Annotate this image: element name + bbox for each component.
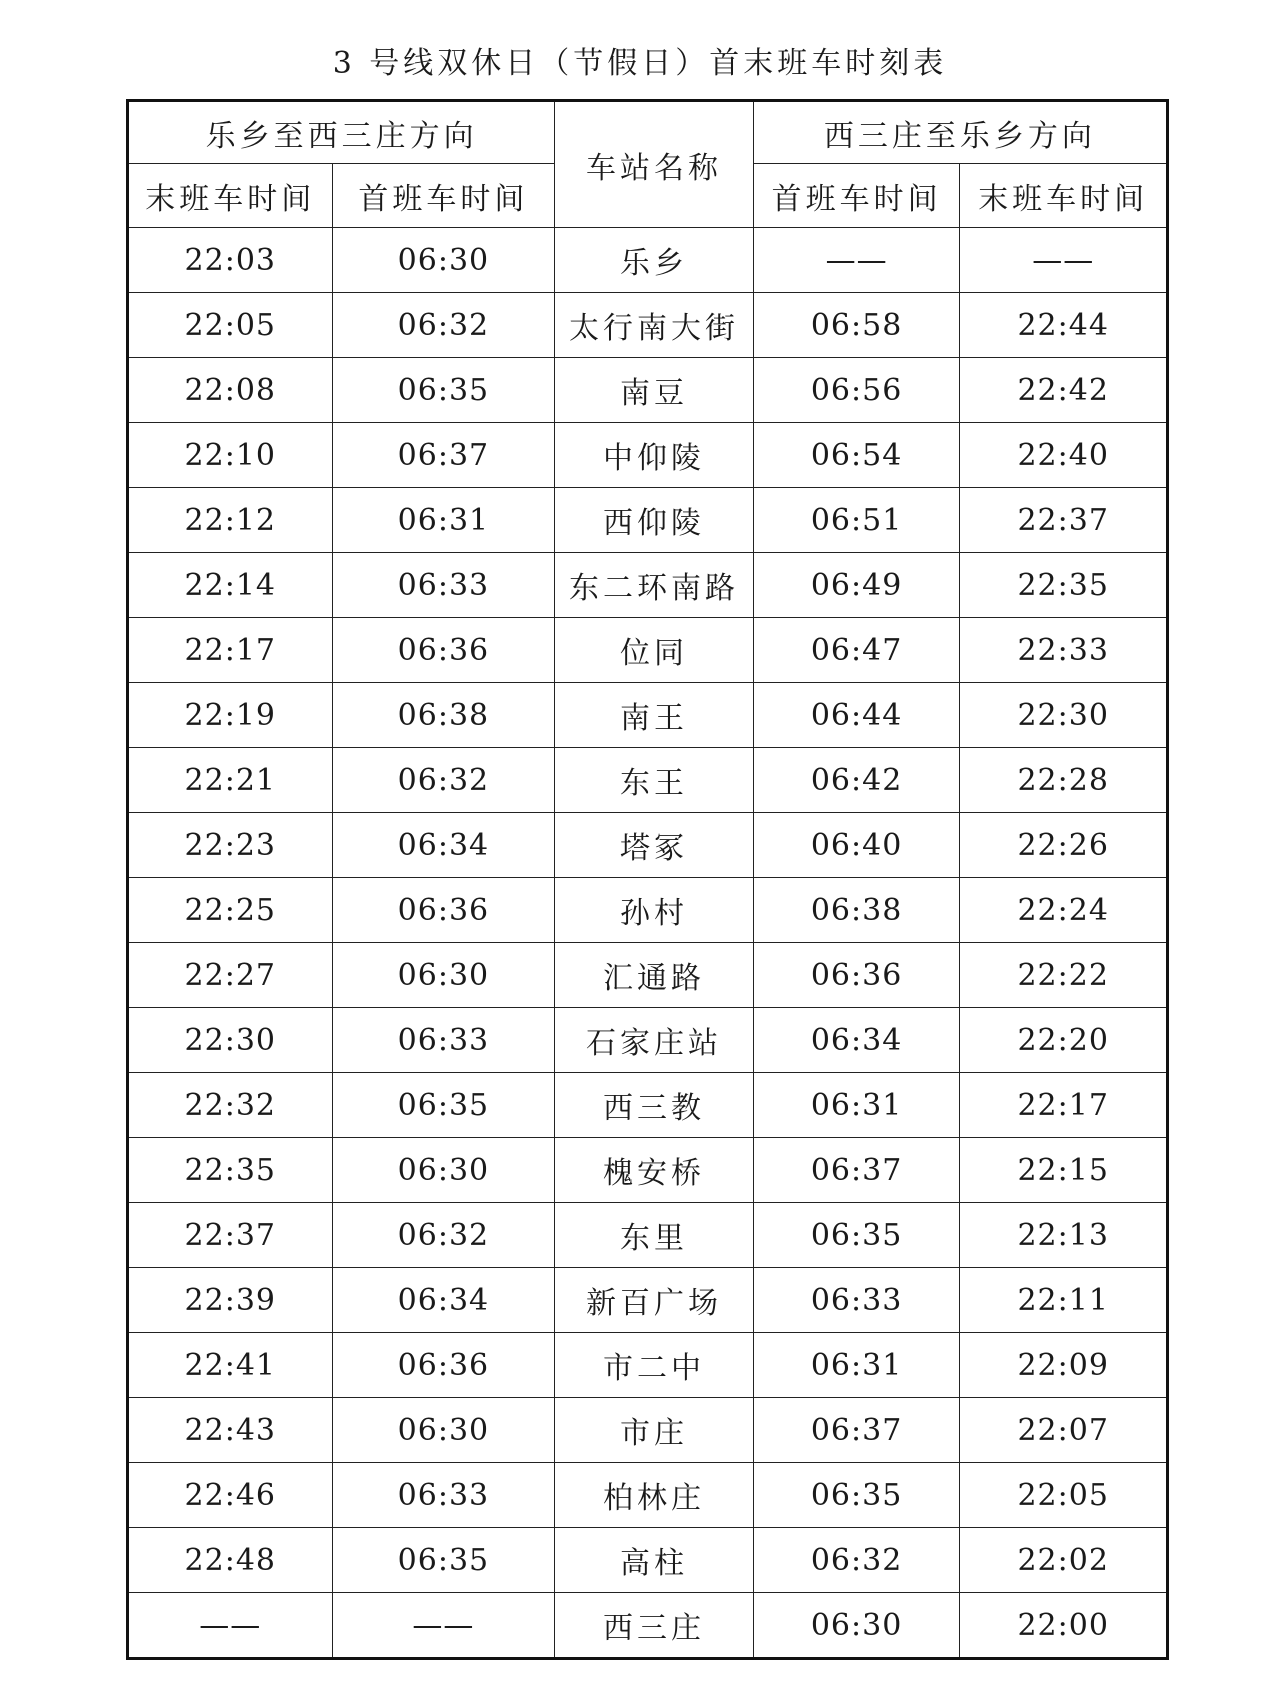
- cell-left-first-train: 06:35: [332, 1073, 555, 1138]
- header-right-first-train: 首班车时间: [753, 164, 960, 228]
- cell-left-last-train: 22:35: [128, 1138, 333, 1203]
- cell-left-last-train: 22:25: [128, 878, 333, 943]
- header-direction-xisanzhuang-to-lexiang: 西三庄至乐乡方向: [753, 101, 1167, 164]
- cell-right-first-train: 06:38: [753, 878, 960, 943]
- cell-station-name: 槐安桥: [555, 1138, 754, 1203]
- cell-station-name: 南豆: [555, 358, 754, 423]
- cell-station-name: 孙村: [555, 878, 754, 943]
- cell-left-last-train: 22:30: [128, 1008, 333, 1073]
- timetable-body: [128, 228, 1168, 1659]
- cell-right-last-train: 22:11: [960, 1268, 1168, 1333]
- cell-station-name: 市庄: [555, 1398, 754, 1463]
- cell-right-first-train: 06:33: [753, 1268, 960, 1333]
- table-row: [128, 618, 1168, 683]
- cell-right-last-train: 22:28: [960, 748, 1168, 813]
- table-row: [128, 1333, 1168, 1398]
- cell-right-first-train: 06:35: [753, 1463, 960, 1528]
- table-row: [128, 1398, 1168, 1463]
- cell-left-first-train: 06:32: [332, 293, 555, 358]
- cell-right-last-train: 22:00: [960, 1593, 1168, 1659]
- cell-left-last-train: 22:03: [128, 228, 333, 293]
- cell-right-last-train: 22:22: [960, 943, 1168, 1008]
- cell-left-first-train: ——: [332, 1593, 555, 1659]
- cell-right-first-train: 06:51: [753, 488, 960, 553]
- cell-right-first-train: 06:37: [753, 1398, 960, 1463]
- cell-left-first-train: 06:34: [332, 813, 555, 878]
- cell-right-first-train: 06:37: [753, 1138, 960, 1203]
- table-row: [128, 228, 1168, 293]
- cell-right-first-train: 06:47: [753, 618, 960, 683]
- cell-left-last-train: 22:14: [128, 553, 333, 618]
- cell-right-last-train: 22:44: [960, 293, 1168, 358]
- table-row: [128, 1268, 1168, 1333]
- table-row: [128, 553, 1168, 618]
- cell-right-last-train: 22:37: [960, 488, 1168, 553]
- cell-right-last-train: 22:40: [960, 423, 1168, 488]
- header-station-name: 车站名称: [555, 101, 754, 228]
- cell-left-last-train: 22:39: [128, 1268, 333, 1333]
- cell-right-first-train: ——: [753, 228, 960, 293]
- cell-right-first-train: 06:40: [753, 813, 960, 878]
- cell-right-last-train: 22:17: [960, 1073, 1168, 1138]
- cell-left-first-train: 06:30: [332, 1398, 555, 1463]
- cell-right-last-train: 22:20: [960, 1008, 1168, 1073]
- table-row: [128, 1008, 1168, 1073]
- cell-left-last-train: ——: [128, 1593, 333, 1659]
- cell-right-last-train: ——: [960, 228, 1168, 293]
- cell-left-first-train: 06:31: [332, 488, 555, 553]
- table-row: [128, 1528, 1168, 1593]
- cell-right-last-train: 22:15: [960, 1138, 1168, 1203]
- cell-station-name: 太行南大街: [555, 293, 754, 358]
- cell-left-first-train: 06:30: [332, 943, 555, 1008]
- table-row: [128, 488, 1168, 553]
- cell-right-last-train: 22:05: [960, 1463, 1168, 1528]
- cell-left-first-train: 06:33: [332, 553, 555, 618]
- cell-left-first-train: 06:32: [332, 1203, 555, 1268]
- cell-left-first-train: 06:37: [332, 423, 555, 488]
- header-left-first-train: 首班车时间: [332, 164, 555, 228]
- cell-left-first-train: 06:30: [332, 1138, 555, 1203]
- cell-left-last-train: 22:32: [128, 1073, 333, 1138]
- cell-left-first-train: 06:33: [332, 1463, 555, 1528]
- table-row: [128, 748, 1168, 813]
- table-row: [128, 423, 1168, 488]
- cell-left-first-train: 06:32: [332, 748, 555, 813]
- table-row: [128, 943, 1168, 1008]
- cell-station-name: 东王: [555, 748, 754, 813]
- cell-left-last-train: 22:19: [128, 683, 333, 748]
- cell-right-first-train: 06:32: [753, 1528, 960, 1593]
- cell-station-name: 南王: [555, 683, 754, 748]
- cell-right-first-train: 06:44: [753, 683, 960, 748]
- header-left-last-train: 末班车时间: [128, 164, 333, 228]
- cell-right-first-train: 06:35: [753, 1203, 960, 1268]
- cell-right-last-train: 22:30: [960, 683, 1168, 748]
- table-row: [128, 293, 1168, 358]
- cell-right-first-train: 06:49: [753, 553, 960, 618]
- cell-right-last-train: 22:26: [960, 813, 1168, 878]
- cell-left-last-train: 22:12: [128, 488, 333, 553]
- cell-station-name: 市二中: [555, 1333, 754, 1398]
- cell-left-last-train: 22:17: [128, 618, 333, 683]
- cell-right-last-train: 22:13: [960, 1203, 1168, 1268]
- cell-right-last-train: 22:09: [960, 1333, 1168, 1398]
- cell-left-first-train: 06:36: [332, 618, 555, 683]
- cell-left-last-train: 22:10: [128, 423, 333, 488]
- timetable: [126, 99, 1169, 1660]
- cell-right-first-train: 06:30: [753, 1593, 960, 1659]
- cell-right-first-train: 06:56: [753, 358, 960, 423]
- cell-left-last-train: 22:21: [128, 748, 333, 813]
- cell-right-first-train: 06:42: [753, 748, 960, 813]
- cell-station-name: 新百广场: [555, 1268, 754, 1333]
- cell-station-name: 位同: [555, 618, 754, 683]
- cell-right-last-train: 22:33: [960, 618, 1168, 683]
- header-direction-lexiang-to-xisanzhuang: 乐乡至西三庄方向: [128, 101, 555, 164]
- cell-right-last-train: 22:24: [960, 878, 1168, 943]
- cell-left-last-train: 22:05: [128, 293, 333, 358]
- cell-left-last-train: 22:08: [128, 358, 333, 423]
- cell-left-last-train: 22:41: [128, 1333, 333, 1398]
- cell-right-first-train: 06:34: [753, 1008, 960, 1073]
- cell-left-last-train: 22:23: [128, 813, 333, 878]
- cell-left-first-train: 06:36: [332, 878, 555, 943]
- cell-right-last-train: 22:35: [960, 553, 1168, 618]
- cell-left-first-train: 06:34: [332, 1268, 555, 1333]
- header-right-last-train: 末班车时间: [960, 164, 1168, 228]
- table-row: [128, 1138, 1168, 1203]
- cell-right-last-train: 22:42: [960, 358, 1168, 423]
- table-row: [128, 1463, 1168, 1528]
- cell-station-name: 乐乡: [555, 228, 754, 293]
- cell-left-last-train: 22:27: [128, 943, 333, 1008]
- table-row: [128, 1203, 1168, 1268]
- cell-right-last-train: 22:02: [960, 1528, 1168, 1593]
- cell-left-last-train: 22:37: [128, 1203, 333, 1268]
- cell-left-first-train: 06:33: [332, 1008, 555, 1073]
- cell-station-name: 汇通路: [555, 943, 754, 1008]
- cell-station-name: 塔冢: [555, 813, 754, 878]
- cell-station-name: 西三教: [555, 1073, 754, 1138]
- table-row: [128, 358, 1168, 423]
- cell-right-first-train: 06:31: [753, 1333, 960, 1398]
- table-row: [128, 683, 1168, 748]
- cell-station-name: 柏林庄: [555, 1463, 754, 1528]
- cell-left-first-train: 06:35: [332, 358, 555, 423]
- table-row: [128, 813, 1168, 878]
- cell-station-name: 西仰陵: [555, 488, 754, 553]
- cell-left-first-train: 06:35: [332, 1528, 555, 1593]
- table-row: [128, 878, 1168, 943]
- cell-station-name: 东二环南路: [555, 553, 754, 618]
- cell-left-last-train: 22:43: [128, 1398, 333, 1463]
- cell-left-first-train: 06:38: [332, 683, 555, 748]
- table-row: [128, 1073, 1168, 1138]
- cell-station-name: 高柱: [555, 1528, 754, 1593]
- cell-left-last-train: 22:48: [128, 1528, 333, 1593]
- cell-right-last-train: 22:07: [960, 1398, 1168, 1463]
- cell-station-name: 中仰陵: [555, 423, 754, 488]
- table-row: [128, 1593, 1168, 1659]
- cell-left-first-train: 06:36: [332, 1333, 555, 1398]
- cell-right-first-train: 06:54: [753, 423, 960, 488]
- cell-left-first-train: 06:30: [332, 228, 555, 293]
- cell-station-name: 东里: [555, 1203, 754, 1268]
- cell-right-first-train: 06:36: [753, 943, 960, 1008]
- cell-station-name: 西三庄: [555, 1593, 754, 1659]
- cell-left-last-train: 22:46: [128, 1463, 333, 1528]
- cell-station-name: 石家庄站: [555, 1008, 754, 1073]
- page-title: 3 号线双休日（节假日）首末班车时刻表: [332, 46, 948, 81]
- cell-right-first-train: 06:58: [753, 293, 960, 358]
- cell-right-first-train: 06:31: [753, 1073, 960, 1138]
